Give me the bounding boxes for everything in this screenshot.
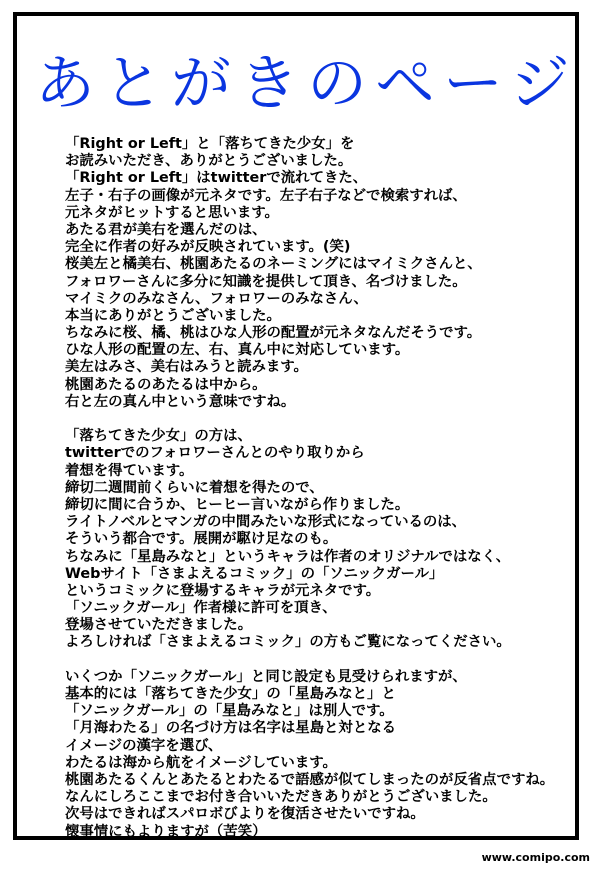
text-line: 「ソニックガール」の「星島みなと」は別人です。 <box>65 703 394 720</box>
text-line: そういう都合です。展開が駆け足なのも。 <box>65 531 338 548</box>
page-title: あとがきのページ <box>35 49 578 119</box>
text-line: 登場させていただきました。 <box>65 617 253 634</box>
text-line: 元ネタがヒットすると思います。 <box>65 204 279 221</box>
text-line: というコミックに登場するキャラが元ネタです。 <box>65 582 381 599</box>
text-line: 「ソニックガール」作者様に許可を頂き、 <box>65 600 337 617</box>
text-line: いくつか「ソニックガール」と同じ設定も見受けられますが、 <box>65 668 467 685</box>
afterword-text <box>65 136 585 841</box>
text-line: マイミクのみなさん、フォロワーのみなさん、 <box>65 290 368 307</box>
text-line: 左子・右子の画像が元ネタです。左子右子などで検索すれば、 <box>65 187 467 204</box>
paragraph-gap <box>65 652 585 669</box>
text-line: あたる君が美右を選んだのは、 <box>65 221 267 238</box>
text-line: 着想を得ています。 <box>65 462 194 479</box>
site-credit: www.comipo.com <box>481 851 590 864</box>
text-line: ちなみに桜、橘、桃はひな人形の配置が元ネタなんだそうです。 <box>65 325 482 342</box>
text-line: Webサイト「さまよえるコミック」の「ソニックガール」 <box>65 565 444 582</box>
text-line: 本当にありがとうございました。 <box>65 307 281 324</box>
text-line: ライトノベルとマンガの中間みたいな形式になっているのは、 <box>65 514 467 531</box>
text-line: なんにしろここまでお付き合いいただきありがとうございました。 <box>65 789 497 806</box>
text-line: 「落ちてきた少女」の方は、 <box>65 428 252 445</box>
text-line: 懐事情にもよりますが（苦笑） <box>65 823 267 840</box>
text-line: 右と左の真ん中という意味ですね。 <box>65 393 296 410</box>
text-line: フォロワーさんに多分に知識を提供して頂き、名づけました。 <box>65 273 467 290</box>
text-line: 「Right or Left」はtwitterで流れてきた、 <box>65 170 368 187</box>
text-line: 美左はみさ、美右はみうと読みます。 <box>65 359 308 376</box>
text-line: 基本的には「落ちてきた少女」の「星島みなと」と <box>65 686 396 702</box>
text-line: twitterでのフォロワーさんとのやり取りから <box>65 445 365 462</box>
text-line: 桜美左と橘美右、桃園あたるのネーミングにはマイミクさんと、 <box>65 256 482 273</box>
text-line: よろしければ「さまよえるコミック」の方もご覧になってください。 <box>65 634 511 651</box>
text-line: 次号はできればスパロボびよりを復活させたいですね。 <box>65 806 425 823</box>
text-line: ひな人形の配置の左、右、真ん中に対応しています。 <box>65 342 410 359</box>
text-line: ちなみに「星島みなと」というキャラは作者のオリジナルではなく、 <box>65 548 511 565</box>
text-line: わたるは海から航をイメージしています。 <box>65 754 337 771</box>
text-line: 「Right or Left」と「落ちてきた少女」を <box>65 136 355 152</box>
text-line: 締切二週間前くらいに着想を得たので、 <box>65 479 324 496</box>
text-line: 「月海わたる」の名づけ方は名字は星島と対となる <box>65 720 396 737</box>
text-line: 完全に作者の好みが反映されています。(笑) <box>65 239 351 256</box>
paragraph-gap <box>65 411 585 428</box>
page-frame <box>13 12 579 840</box>
text-line: 桃園あたるのあたるは中から。 <box>65 376 267 393</box>
text-line: お読みいただき、ありがとうございました。 <box>65 153 353 170</box>
text-line: 締切に間に合うか、ヒーヒー言いながら作りました。 <box>65 496 410 513</box>
text-line: イメージの漢字を選び、 <box>65 737 223 754</box>
text-line: 桃園あたるくんとあたるとわたるで語感が似てしまったのが反省点ですね。 <box>65 771 555 788</box>
